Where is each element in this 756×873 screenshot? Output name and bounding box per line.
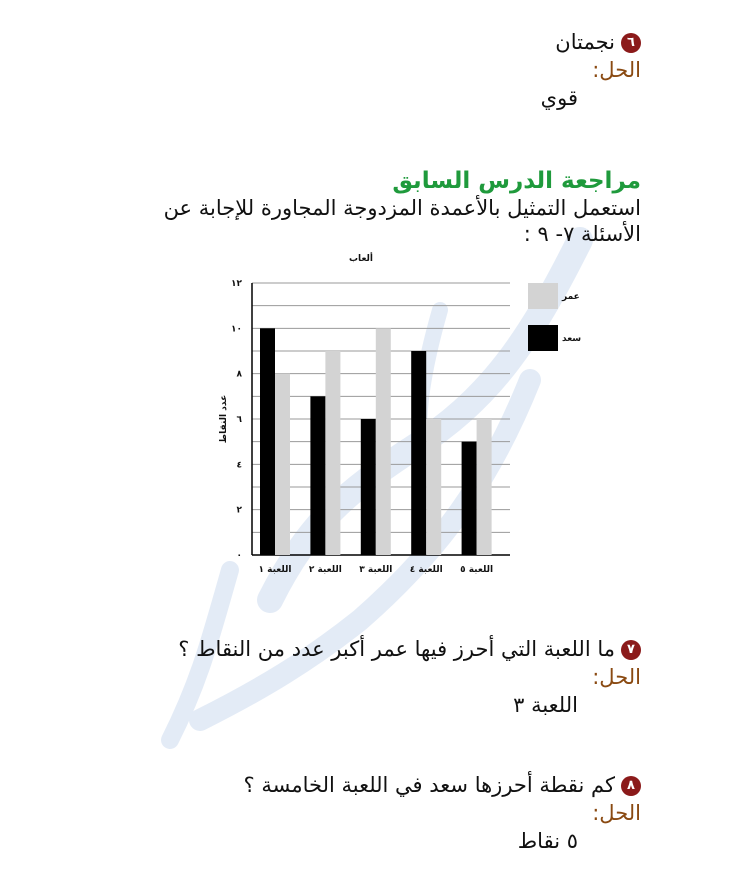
solution-label: الحل: — [592, 665, 641, 689]
question-number-badge: ٧ — [621, 640, 641, 660]
y-tick-label: ٦ — [236, 415, 242, 425]
y-tick-label: ١٠ — [231, 324, 242, 335]
solution-label: الحل: — [592, 58, 641, 82]
bar — [411, 351, 426, 555]
chart-title: ألعاب — [349, 254, 373, 264]
legend-swatch — [528, 325, 558, 351]
answer-text: ٥ نقاط — [517, 829, 578, 853]
question-number-badge: ٨ — [621, 776, 641, 796]
x-tick-label: اللعبة ٣ — [359, 565, 393, 575]
y-tick-label: ٠ — [236, 551, 242, 561]
x-tick-label: اللعبة ٢ — [308, 565, 342, 575]
legend-label: عمر — [562, 292, 580, 302]
instruction-line-1: استعمل التمثيل بالأعمدة المزدوجة المجاورة للإجابة عن — [163, 196, 641, 220]
bar — [260, 328, 275, 555]
bar — [477, 419, 492, 555]
bar — [361, 419, 376, 555]
question-number-badge: ٦ — [621, 33, 641, 53]
answer-text: اللعبة ٣ — [513, 693, 578, 717]
question-text: كم نقطة أحرزها سعد في اللعبة الخامسة ؟ — [243, 773, 615, 797]
bar — [325, 351, 340, 555]
y-tick-label: ١٢ — [231, 279, 242, 289]
x-tick-label: اللعبة ٥ — [460, 565, 494, 575]
bar — [462, 442, 477, 555]
instruction-line-2: الأسئلة ٧- ٩ : — [523, 222, 641, 246]
question-text: ما اللعبة التي أحرز فيها عمر أكبر عدد من النقاط ؟ — [178, 637, 615, 661]
y-tick-label: ٨ — [236, 369, 242, 380]
y-axis-label: عدد النقاط — [219, 394, 229, 444]
section-heading: مراجعة الدرس السابق — [392, 168, 641, 194]
bar — [310, 396, 325, 555]
legend-swatch — [528, 283, 558, 309]
bar — [376, 328, 391, 555]
bar — [426, 419, 441, 555]
question-text: نجمتان — [555, 30, 615, 54]
legend-label: سعد — [562, 334, 582, 344]
y-tick-label: ٤ — [236, 460, 242, 471]
bar — [275, 374, 290, 555]
question-7 — [178, 637, 641, 661]
x-tick-label: اللعبة ١ — [258, 565, 292, 575]
question-6 — [555, 30, 641, 54]
answer-text: قوي — [540, 86, 578, 110]
double-bar-chart — [210, 245, 600, 585]
y-tick-label: ٢ — [236, 505, 242, 516]
question-8 — [244, 773, 641, 797]
solution-label: الحل: — [592, 801, 641, 825]
x-tick-label: اللعبة ٤ — [409, 565, 443, 575]
